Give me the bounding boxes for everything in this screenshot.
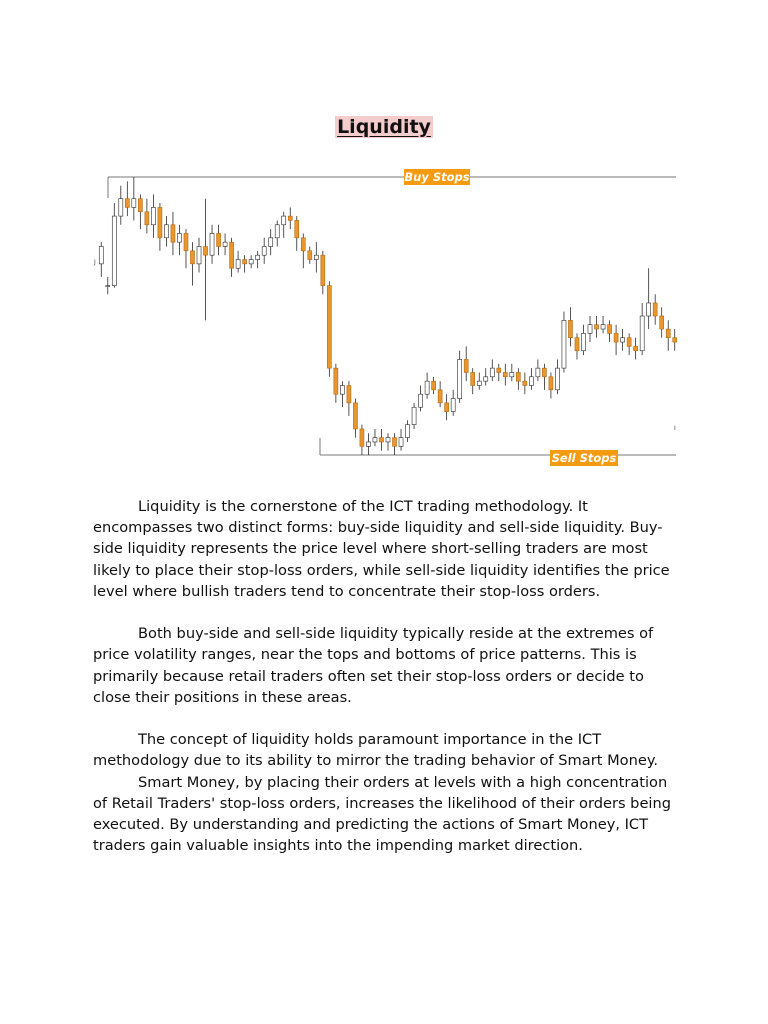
candle-bullish bbox=[223, 242, 227, 246]
candle-bullish bbox=[256, 255, 260, 259]
candle-bearish bbox=[321, 255, 325, 285]
candle-bullish bbox=[99, 247, 103, 264]
candle-bullish bbox=[164, 225, 168, 238]
candle-bullish bbox=[510, 372, 514, 376]
candle-bearish bbox=[549, 377, 553, 390]
candle-bullish bbox=[425, 381, 429, 394]
candle-bearish bbox=[666, 329, 670, 338]
candle-bullish bbox=[601, 325, 605, 329]
candle-bullish bbox=[106, 286, 110, 287]
candle-bearish bbox=[595, 325, 599, 329]
candle-bearish bbox=[308, 251, 312, 260]
candle-bullish bbox=[588, 325, 592, 334]
article-body bbox=[93, 496, 683, 856]
candle-bearish bbox=[158, 207, 162, 237]
candle-bearish bbox=[627, 338, 631, 347]
candle-bearish bbox=[608, 325, 612, 334]
candle-bullish bbox=[484, 377, 488, 381]
candle-bullish bbox=[458, 359, 462, 398]
candle-bearish bbox=[575, 338, 579, 351]
candle-bullish bbox=[249, 260, 253, 264]
candle-bearish bbox=[445, 403, 449, 412]
candle-bearish bbox=[523, 381, 527, 385]
candle-bearish bbox=[288, 216, 292, 220]
candle-bearish bbox=[171, 225, 175, 242]
candle-bullish bbox=[269, 238, 273, 247]
candle-bearish bbox=[138, 199, 142, 212]
candle-bearish bbox=[301, 238, 305, 251]
candle-bullish bbox=[412, 407, 416, 424]
paragraph-2: Both buy-side and sell-side liquidity typically reside at the extremes of price volatility ranges, near the tops and bottoms of price patterns. This is primarily because retail traders often set their stop-loss orders or decide to close their positions in these areas. bbox=[93, 625, 654, 706]
candle-bearish bbox=[516, 372, 520, 381]
candle-bearish bbox=[614, 333, 618, 342]
paragraph-4: Smart Money, by placing their orders at levels with a high concentration of Retail Traders' stop-loss orders, increases the likelihood of their orders being executed. By understanding and predicting the actions of Smart Money, ICT traders gain valuable insights into the impending market direction. bbox=[93, 773, 671, 855]
candle-bearish bbox=[230, 242, 234, 268]
page-title bbox=[0, 114, 768, 140]
candle-bearish bbox=[497, 368, 501, 372]
candle-bullish bbox=[275, 225, 279, 238]
candle-bearish bbox=[432, 381, 436, 390]
candle-bearish bbox=[243, 260, 247, 264]
candle-bullish bbox=[386, 438, 390, 442]
candle-bearish bbox=[653, 303, 657, 316]
candle-bearish bbox=[295, 220, 299, 237]
candle-bearish bbox=[471, 372, 475, 385]
candle-bullish bbox=[621, 338, 625, 342]
candle-bearish bbox=[145, 212, 149, 225]
candle-bullish bbox=[262, 247, 266, 256]
candle-bullish bbox=[177, 233, 181, 242]
candle-bullish bbox=[119, 199, 123, 216]
candle-bearish bbox=[347, 386, 351, 403]
right-axis-mark: I bbox=[674, 425, 676, 432]
candle-bearish bbox=[184, 233, 188, 250]
candle-bearish bbox=[634, 346, 638, 350]
candle-bullish bbox=[132, 199, 136, 208]
candles-group bbox=[99, 177, 677, 455]
candle-bearish bbox=[464, 359, 468, 372]
candle-bullish bbox=[314, 255, 318, 259]
candle-bearish bbox=[503, 372, 507, 376]
candle-bullish bbox=[210, 233, 214, 255]
candle-bearish bbox=[438, 390, 442, 403]
candle-bearish bbox=[360, 429, 364, 446]
page-title-text: Liquidity bbox=[337, 116, 431, 138]
candle-bullish bbox=[640, 316, 644, 351]
candle-bullish bbox=[366, 442, 370, 446]
candle-bearish bbox=[393, 438, 397, 447]
candle-bullish bbox=[197, 247, 201, 264]
left-axis-mark: J bbox=[94, 259, 96, 266]
candle-bearish bbox=[673, 338, 677, 342]
candle-bullish bbox=[647, 303, 651, 316]
candle-bearish bbox=[353, 403, 357, 429]
paragraph-3: The concept of liquidity holds paramount importance in the ICT methodology due to its ability to mirror the trading behavior of Smart Money. bbox=[93, 731, 659, 770]
candle-bullish bbox=[399, 438, 403, 447]
candle-bullish bbox=[373, 438, 377, 442]
candle-bullish bbox=[451, 399, 455, 412]
candle-bearish bbox=[334, 368, 338, 394]
candle-bullish bbox=[581, 333, 585, 350]
candle-bearish bbox=[379, 438, 383, 442]
candle-bullish bbox=[419, 394, 423, 407]
candle-bullish bbox=[112, 216, 116, 286]
candle-bullish bbox=[151, 207, 155, 224]
candle-bullish bbox=[562, 320, 566, 368]
buy-stops-label: Buy Stops bbox=[404, 170, 470, 184]
candle-bearish bbox=[217, 233, 221, 246]
candle-bullish bbox=[529, 377, 533, 386]
candle-bearish bbox=[327, 286, 331, 369]
candlestick-chart-svg bbox=[92, 168, 682, 470]
candle-bullish bbox=[406, 425, 410, 438]
candle-bullish bbox=[536, 368, 540, 377]
candle-bullish bbox=[477, 381, 481, 385]
candle-bearish bbox=[190, 251, 194, 264]
candle-bearish bbox=[568, 320, 572, 337]
candlestick-chart bbox=[92, 168, 682, 470]
candle-bearish bbox=[542, 368, 546, 377]
candle-bullish bbox=[340, 386, 344, 395]
candle-bullish bbox=[236, 260, 240, 269]
candle-bullish bbox=[282, 216, 286, 225]
candle-bullish bbox=[555, 368, 559, 390]
candle-bearish bbox=[125, 199, 129, 208]
sell-stops-label: Sell Stops bbox=[551, 451, 617, 465]
candle-bullish bbox=[490, 368, 494, 377]
candle-bearish bbox=[204, 247, 208, 256]
candle-bearish bbox=[660, 316, 664, 329]
paragraph-1: Liquidity is the cornerstone of the ICT trading methodology. It encompasses two distinct forms: buy-side liquidity and sell-side liquidity. Buy-side liquidity represents the price level where short-selling traders are most likely to place their stop-loss orders, while sell-side liquidity identifies the price level where bullish traders tend to concentrate their stop-loss orders. bbox=[93, 498, 670, 600]
